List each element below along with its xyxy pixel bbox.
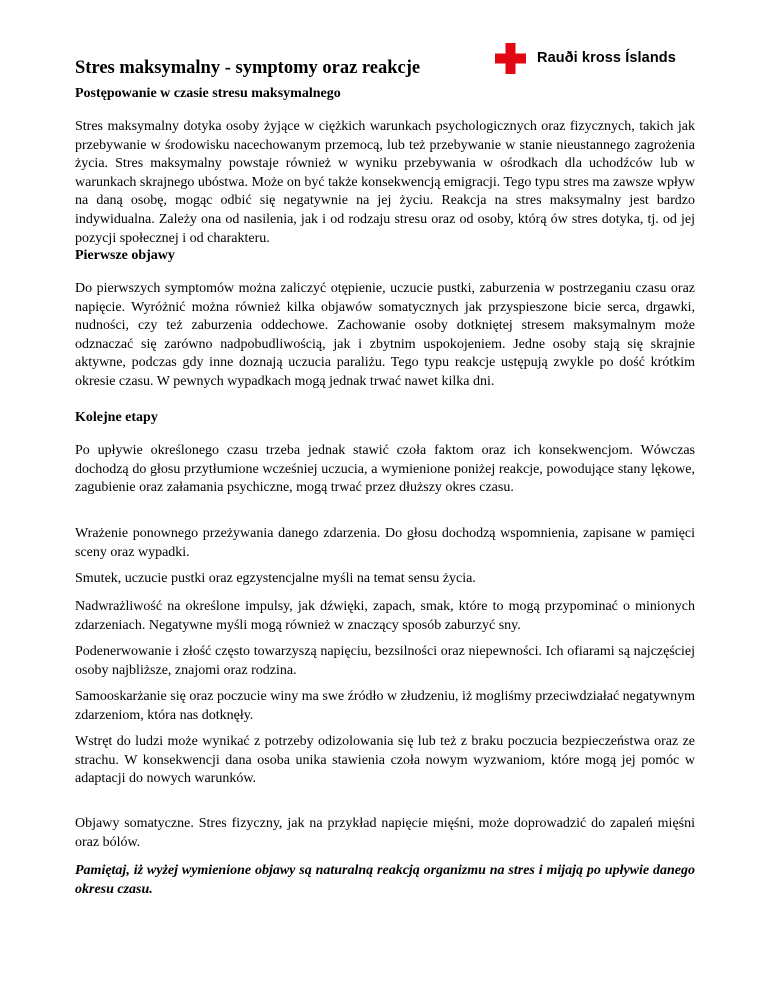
org-name: Rauði kross Íslands: [537, 50, 676, 66]
reaction-aversion: Wstręt do ludzi może wynikać z potrzeby odizolowania się lub też z braku poczucia bezpieczeństwa oraz ze strachu. W konsekwencji dana osoba unika stawienia czoła nowym wyzwaniom, które mogą jej pomóc w adaptacji do nowych warunków.: [75, 734, 695, 787]
page-subtitle: Postępowanie w czasie stresu maksymalnego: [75, 86, 341, 101]
first-symptoms-paragraph: Do pierwszych symptomów można zaliczyć otępienie, uczucie pustki, zaburzenia w postrzeganiu czasu oraz napięcie. Wyróżnić można również kilka objawów somatycznych jak przyspieszone bicie serca, drgawki, nudności, czy też zaburzenia oddechowe. Zachowanie osoby dotkniętej stresem maksymalnym może odznaczać się zarówno nadpobudliwością, jak i zbytnim uspokojeniem. Jedne osoby stają się skrajnie aktywne, podczas gdy inne doznają uczucia paraliżu. Tego typu reakcje ustępują zwykle po dość krótkim okresie czasu. W pewnych wypadkach mogą jednak trwać nawet kilka dni.: [75, 281, 695, 389]
reaction-sadness: Smutek, uczucie pustki oraz egzystencjalne myśli na temat sensu życia.: [75, 571, 476, 586]
reaction-reliving: Wrażenie ponownego przeżywania danego zdarzenia. Do głosu dochodzą wspomnienia, zapisane w pamięci sceny oraz wypadki.: [75, 526, 695, 560]
red-cross-icon: [495, 43, 526, 74]
section-heading-next-stages: Kolejne etapy: [75, 410, 158, 425]
reaction-self-blame: Samooskarżanie się oraz poczucie winy ma swe źródło w złudzeniu, iż mogliśmy przeciwdziałać negatywnym zdarzeniom, która nas dotknęły.: [75, 689, 695, 723]
logo: [495, 42, 676, 74]
intro-paragraph: Stres maksymalny dotyka osoby żyjące w ciężkich warunkach psychologicznych oraz fizycznych, takich jak przebywanie w środowisku nacechowanym przemocą, lub też przebywanie w stanie nieustannego zagrożenia życia. Stres maksymalny powstaje również w wyniku przebywania w ośrodkach dla uchodźców lub w warunkach skrajnego ubóstwa. Może on być także konsekwencją emigracji. Tego typu stres ma zawsze wpływ na daną osobę, mogąc odbić się negatywnie na jej życiu. Reakcja na stres maksymalny jest bardzo indywidualna. Zależy ona od nasilenia, jak i od rodzaju stresu oraz od osoby, którą ów stres dotyka, tj. od jej pozycji społecznej i od charakteru.: [75, 119, 696, 246]
section-heading-first-symptoms: Pierwsze objawy: [75, 248, 175, 263]
closing-note: Pamiętaj, iż wyżej wymienione objawy są naturalną reakcją organizmu na stres i mijają po upływie danego okresu czasu.: [75, 863, 695, 897]
reaction-somatic: Objawy somatyczne. Stres fizyczny, jak na przykład napięcie mięśni, może doprowadzić do zapaleń mięśni oraz bólów.: [75, 816, 695, 850]
reaction-irritation: Podenerwowanie i złość często towarzyszą napięciu, bezsilności oraz niepewności. Ich ofiarami są najczęściej osoby najbliższe, znajomi oraz rodzina.: [75, 644, 695, 678]
stages-paragraph: Po upływie określonego czasu trzeba jednak stawić czoła faktom oraz ich konsekwencjom. Wówczas dochodzą do głosu przytłumione wcześniej uczucia, a wymienione poniżej reakcje, powodujące stany lękowe, zagubienie oraz załamania psychiczne, mogą trwać przez dłuższy okres czasu.: [75, 443, 695, 496]
page-title: Stres maksymalny - symptomy oraz reakcje: [75, 58, 421, 78]
reaction-oversensitivity: Nadwrażliwość na określone impulsy, jak dźwięki, zapach, smak, które to mogą przypominać o minionych zdarzeniach. Negatywne myśli mogą również w znaczący sposób zaburzyć sny.: [75, 599, 695, 633]
